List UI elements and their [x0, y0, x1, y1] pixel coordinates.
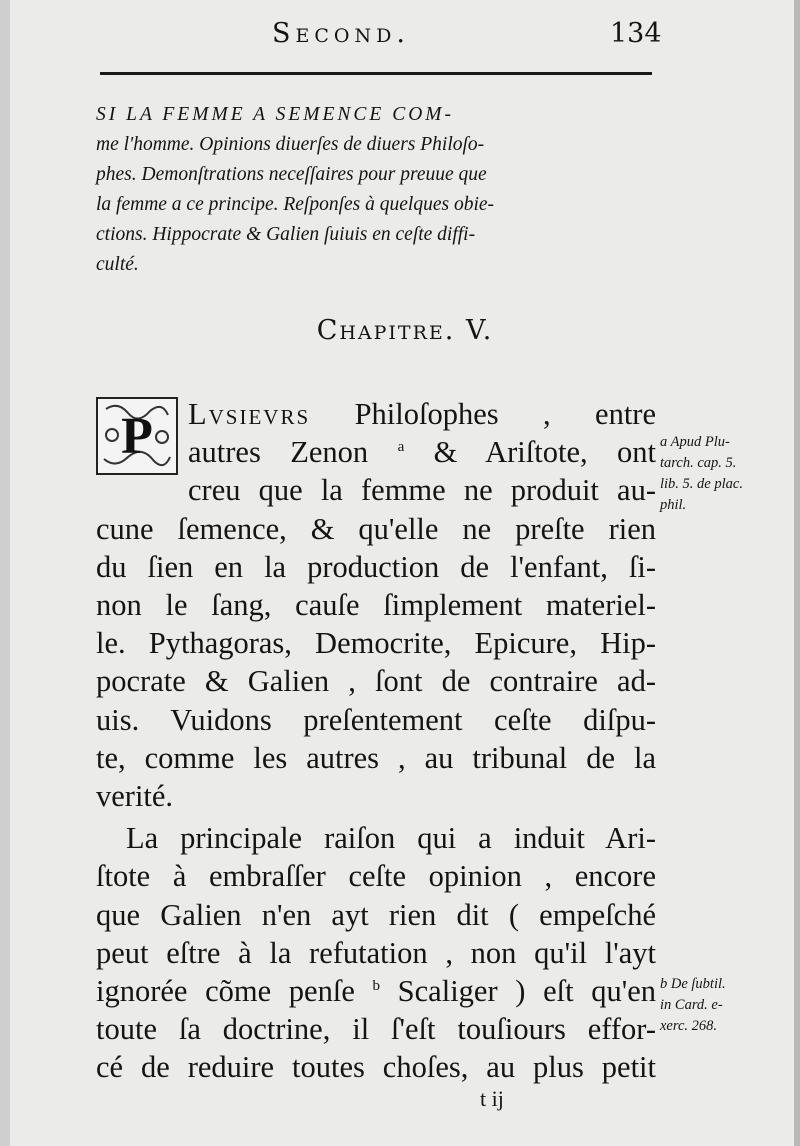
marginal-note-a: a Apud Plu- tarch. cap. 5. lib. 5. de plac. phil.	[660, 434, 743, 513]
marginal-note-b: b De ſubtil. in Card. e- xerc. 268.	[660, 976, 726, 1034]
summary-line: phes. Demonſtrations neceſſaires pour preuue que	[96, 164, 487, 185]
text-line: cé de reduire toutes choſes, au plus petit	[96, 1050, 656, 1085]
running-head: Second.	[272, 18, 410, 49]
text-line: cune ſemence, & qu'elle ne preſte rien	[96, 511, 656, 546]
page-number: 134	[610, 18, 662, 49]
summary-line: culté.	[96, 254, 139, 275]
text-line: verité.	[96, 779, 174, 814]
summary-line: ctions. Hippocrate & Galien ſuiuis en ceſte diffi-	[96, 224, 476, 245]
text-line: autres Zenon $^a$ & Ariſtote, ont	[188, 435, 656, 470]
chapter-heading: Chapitre. V.	[316, 315, 494, 346]
book-page	[10, 0, 800, 1146]
text-line: La principale raiſon qui a induit Ari-	[126, 821, 656, 856]
header-rule	[100, 72, 652, 75]
summary-line: me l'homme. Opinions diuerſes de diuers Philoſo-	[96, 134, 485, 155]
page-edge	[794, 0, 800, 1146]
drop-cap-initial	[96, 397, 178, 475]
opening-caps: Lvsievrs	[188, 397, 311, 431]
body-text	[96, 395, 656, 1087]
svg-text:P: P	[121, 408, 153, 465]
paragraph-1	[96, 395, 656, 815]
footnote-marker-a: a	[397, 439, 405, 456]
text-line: peut eſtre à la refutation , non qu'il l'ayt	[96, 935, 656, 970]
text-line: ignorée cõme penſe $^b$ Scaliger ) eſt qu'en	[96, 974, 657, 1009]
footnote-marker-b: b	[372, 977, 381, 994]
text-line: Lvsievrs Philoſophes , entre	[188, 397, 656, 431]
text-line: que Galien n'en ayt rien dit ( empeſché	[96, 897, 656, 932]
chapter-summary	[96, 100, 656, 280]
ornament-icon	[98, 399, 176, 473]
text-line: uis. Vuidons preſentement ceſte diſpu-	[96, 702, 656, 737]
text-line: ſtote à embraſſer ceſte opinion , encore	[96, 859, 656, 894]
summary-line: la femme a ce principe. Reſponſes à quelques obie-	[96, 194, 495, 215]
text-line: non le ſang, cauſe ſimplement materiel-	[96, 588, 656, 623]
text-line: creu que la femme ne produit au-	[188, 473, 656, 508]
text-line: pocrate & Galien , ſont de contraire ad-	[96, 664, 656, 699]
text-line: te, comme les autres , au tribunal de la	[96, 740, 656, 775]
summary-title: SI LA FEMME A SEMENCE COM-	[96, 104, 455, 125]
text-line: du ſien en la production de l'enfant, ſi-	[96, 549, 656, 584]
paragraph-2	[96, 819, 656, 1086]
signature-mark: t ij	[480, 1086, 504, 1111]
text-line: toute ſa doctrine, il ſ'eſt touſiours effor-	[96, 1012, 656, 1047]
text-line: le. Pythagoras, Democrite, Epicure, Hip-	[96, 626, 656, 661]
